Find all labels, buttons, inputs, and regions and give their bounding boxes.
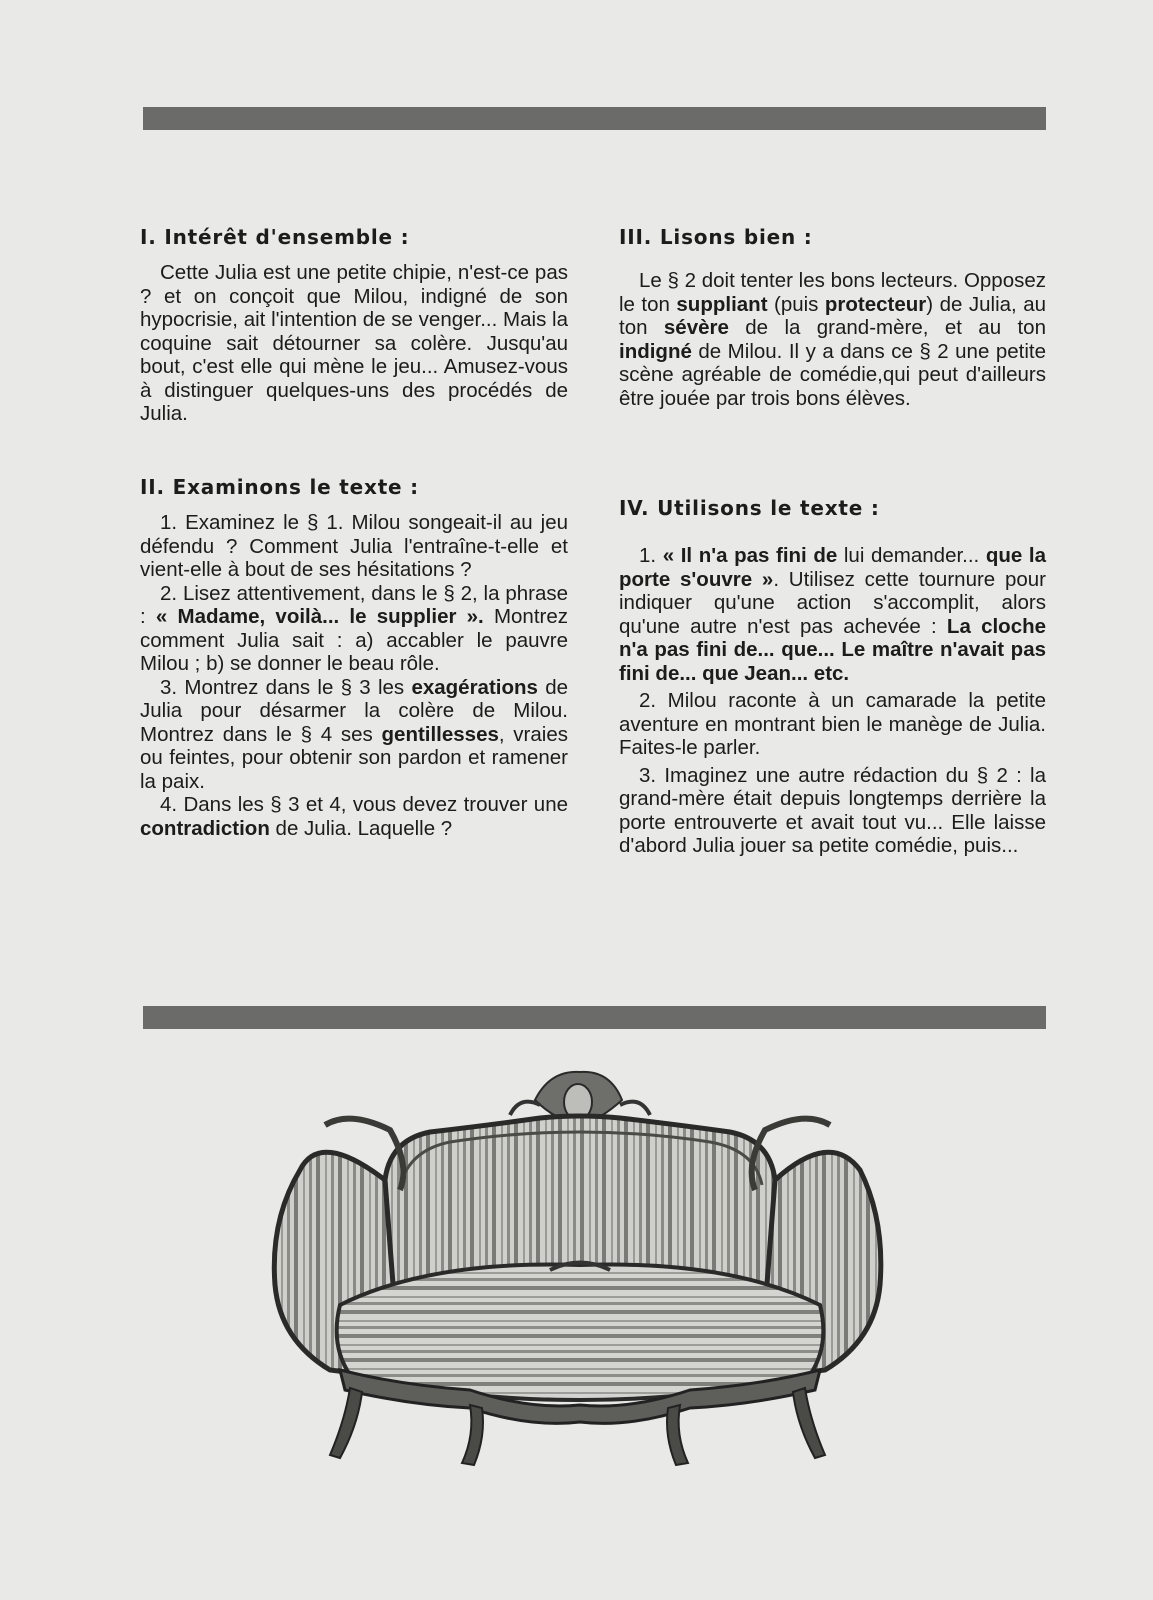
s3-bold-severe: sévère: [663, 316, 729, 339]
q2-text-a: 2. Lisez attentivement, dans le § 2, la phrase :: [140, 581, 568, 628]
s3-bold-protecteur: protecteur: [824, 292, 927, 316]
section-3-title: III. Lisons bien :: [619, 225, 813, 249]
section-1-body: [140, 261, 568, 426]
top-divider-bar: [143, 107, 1046, 130]
q2-text-c: Montrez comment Julia sait : a) accabler le pauvre Milou ; b) se donner le beau rôle.: [140, 605, 568, 675]
q3-bold-exagerations: exagérations: [411, 675, 538, 699]
section-2-body: [140, 511, 568, 840]
q3-bold-gentillesses: gentillesses: [381, 722, 499, 746]
bottom-divider-bar: [143, 1006, 1046, 1029]
s3-bold-indigne: indigné: [619, 339, 692, 363]
section-3-text: [619, 269, 1046, 410]
s4q1-text-a: 1.: [639, 544, 663, 567]
q3-text-c: de Julia pour désarmer la colère de Milou. Montrez dans le § 4 ses: [140, 675, 569, 746]
s3-text-g: de la grand-mère, et au ton: [728, 316, 1046, 339]
s3-text-e: ) de Julia, au ton: [619, 292, 1047, 339]
section-3-body: [619, 269, 1046, 410]
section-1-text: Cette Julia est une petite chipie, n'est-ce pas ? et on conçoit que Milou, indigné de son hypocrisie, ait l'intention de se venger... Mais la coquine sait détourner sa colère. Jusqu'au bout, c'est elle qui mène le jeu... Amusez-vous à distinguer quelques-uns des procédés de Julia.: [140, 261, 568, 425]
s3-bold-suppliant: suppliant: [676, 292, 768, 316]
s4q1-bold-f: La cloche n'a pas fini de... que... Le maître n'avait pas fini de... que Jean... etc.: [619, 614, 1047, 685]
section-1-title: I. Intérêt d'ensemble :: [140, 225, 410, 249]
q2-bold-quote: « Madame, voilà... le supplier ».: [155, 605, 484, 628]
section-4-question-1: [619, 544, 1046, 685]
q4-text-c: de Julia. Laquelle ?: [269, 816, 453, 840]
q3-text-e: , vraies ou feintes, pour obtenir son pardon et ramener la paix.: [140, 722, 568, 793]
q4-bold-contradiction: contradiction: [140, 816, 270, 840]
section-2-question-4: [140, 793, 568, 840]
section-4-title: IV. Utilisons le texte :: [619, 496, 880, 520]
section-2-question-2: [140, 582, 568, 676]
s3-text-i: de Milou. Il y a dans ce § 2 une petite scène agréable de comédie,qui peut d'ailleurs être jouée par trois bons élèves.: [619, 339, 1046, 410]
q3-text-a: 3. Montrez dans le § 3 les: [160, 675, 412, 699]
s4q1-bold-d: que la porte s'ouvre »: [619, 544, 1046, 591]
section-2-question-3: [140, 676, 568, 794]
section-4-question-2: 2. Milou raconte à un camarade la petite aventure en montrant bien le manège de Julia. Faites-le parler.: [619, 689, 1046, 759]
s3-text-a: Le § 2 doit tenter les bons lecteurs. Opposez le ton: [619, 269, 1046, 316]
section-4-question-3: 3. Imaginez une autre rédaction du § 2 : la grand-mère était depuis longtemps derrière la porte entrouverte et avait tout vu... Elle laisse d'abord Julia jouer sa petite comédie, puis...: [619, 763, 1046, 857]
s4q1-text-c: lui demander...: [837, 544, 986, 567]
s4q1-bold-b: « Il n'a pas fini de: [662, 544, 838, 567]
q4-text-a: 4. Dans les § 3 et 4, vous devez trouver une: [160, 793, 568, 816]
section-4-body: [619, 544, 1046, 862]
s3-text-c: (puis: [767, 292, 825, 316]
sofa-illustration-icon: [250, 1070, 900, 1470]
section-2-question-1: 1. Examinez le § 1. Milou songeait-il au jeu défendu ? Comment Julia l'entraîne-t-elle et vient-elle à bout de ses hésitations ?: [140, 511, 568, 581]
s4q1-text-e: . Utilisez cette tournure pour indiquer qu'une action s'accomplit, alors qu'une autre n'est pas achevée :: [619, 567, 1046, 638]
section-2-title: II. Examinons le texte :: [140, 475, 419, 499]
